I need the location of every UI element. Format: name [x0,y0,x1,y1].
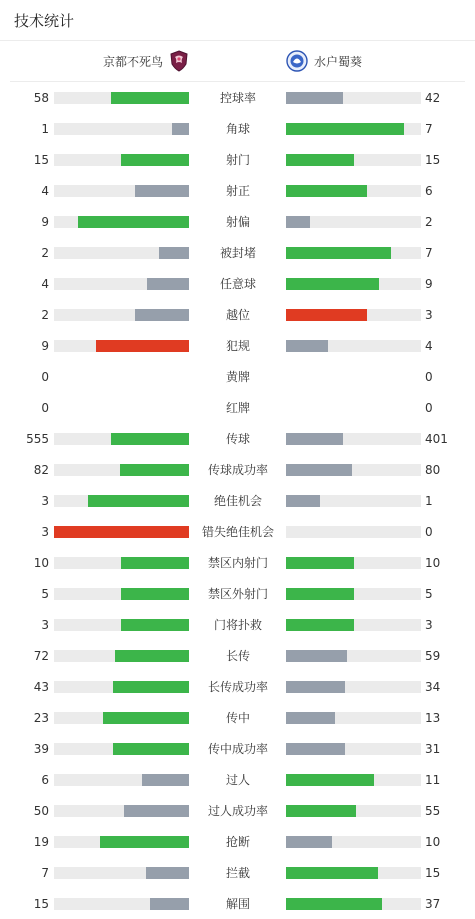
home-value: 5 [41,587,49,601]
teams-bar [10,41,465,82]
home-bar-fill [88,495,189,507]
home-bar-fill [113,681,189,693]
stat-row [0,671,475,702]
away-bar-fill [286,278,379,290]
stat-label: 控球率 [219,91,256,105]
stat-row [0,454,475,485]
away-bar-fill [286,247,391,259]
stat-row [0,764,475,795]
home-value: 2 [41,308,49,322]
away-bar-track [286,867,421,879]
home-value: 4 [41,277,49,291]
stat-label: 绝佳机会 [213,494,262,508]
away-value: 55 [425,804,441,818]
away-bar-track [286,154,421,166]
home-value: 72 [33,649,49,663]
stat-row [0,702,475,733]
home-value: 6 [41,773,49,787]
stat-label: 禁区内射门 [207,556,268,570]
away-bar-track [286,619,421,631]
stat-label: 射正 [225,184,250,198]
stats-list [0,82,475,919]
home-bar-fill [124,805,189,817]
home-value: 15 [33,897,49,911]
away-value: 13 [425,711,441,725]
away-bar-track [286,712,421,724]
away-value: 10 [425,556,441,570]
away-bar-fill [286,433,343,445]
stat-label: 任意球 [219,277,256,291]
stat-row [0,299,475,330]
away-bar-track [286,588,421,600]
stat-label: 错失绝佳机会 [201,525,274,539]
home-team[interactable] [10,50,234,72]
home-bar-fill [146,867,189,879]
away-value: 3 [425,618,433,632]
stat-label: 射门 [225,153,250,167]
home-value: 82 [33,463,49,477]
home-value: 555 [26,432,49,446]
home-value: 15 [33,153,49,167]
away-bar-fill [286,154,354,166]
away-bar-fill [286,495,320,507]
home-value: 0 [41,370,49,384]
stat-label: 被封堵 [219,246,256,260]
away-bar-fill [286,774,374,786]
away-bar-fill [286,898,382,910]
home-bar-fill [111,433,189,445]
stat-row [0,268,475,299]
away-bar-track [286,278,421,290]
stat-label: 传中成功率 [207,742,268,756]
home-value: 3 [41,525,49,539]
away-bar-track [286,836,421,848]
away-value: 59 [425,649,441,663]
home-bar-track [54,526,189,538]
away-value: 80 [425,463,441,477]
away-bar-track [286,650,421,662]
home-bar-fill [135,309,189,321]
stat-row [0,206,475,237]
home-bar-fill [54,526,189,538]
stat-row [0,361,475,392]
home-bar-fill [135,185,189,197]
stat-label: 射偏 [225,215,250,229]
away-value: 3 [425,308,433,322]
away-bar-fill [286,309,367,321]
away-team-name: 水户蜀葵 [314,54,363,69]
home-bar-fill [121,557,189,569]
home-bar-track [54,836,189,848]
stat-label: 拦截 [225,866,250,880]
away-bar-track [286,247,421,259]
away-bar-track [286,340,421,352]
stat-row [0,82,475,113]
home-value: 3 [41,618,49,632]
stat-label: 传中 [225,711,250,725]
away-value: 31 [425,742,441,756]
stat-label: 过人 [225,773,250,787]
stat-label: 黄牌 [225,370,250,384]
away-bar-track [286,681,421,693]
home-value: 9 [41,215,49,229]
away-value: 9 [425,277,433,291]
away-value: 37 [425,897,441,911]
away-value: 4 [425,339,433,353]
home-value: 58 [33,91,49,105]
home-bar-track [54,650,189,662]
home-value: 10 [33,556,49,570]
home-bar-track [54,340,189,352]
home-bar-fill [150,898,189,910]
away-bar-track [286,743,421,755]
stat-label: 长传 [225,649,250,663]
away-value: 6 [425,184,433,198]
stat-row [0,547,475,578]
stat-row [0,857,475,888]
stat-row [0,237,475,268]
home-value: 3 [41,494,49,508]
home-bar-track [54,433,189,445]
home-value: 43 [33,680,49,694]
home-bar-track [54,619,189,631]
stat-label: 抢断 [225,835,250,849]
home-bar-track [54,185,189,197]
away-value: 42 [425,91,441,105]
home-bar-track [54,867,189,879]
away-bar-fill [286,557,354,569]
home-bar-fill [78,216,189,228]
stat-label: 过人成功率 [207,804,268,818]
away-value: 7 [425,122,433,136]
stat-row [0,175,475,206]
home-value: 19 [33,835,49,849]
away-bar-track [286,309,421,321]
home-value: 50 [33,804,49,818]
away-bar-track [286,495,421,507]
away-value: 15 [425,153,441,167]
away-team-logo-icon [286,50,308,72]
away-bar-track [286,371,421,383]
stat-row [0,888,475,919]
away-bar-fill [286,650,347,662]
stat-label: 门将扑救 [213,618,262,632]
away-value: 0 [425,370,433,384]
home-value: 7 [41,866,49,880]
away-bar-fill [286,185,367,197]
home-bar-track [54,92,189,104]
home-bar-fill [111,92,189,104]
stat-label: 传球成功率 [207,463,268,477]
home-bar-fill [103,712,189,724]
stat-label: 红牌 [225,401,250,415]
away-bar-fill [286,588,354,600]
stat-label: 禁区外射门 [207,587,268,601]
home-bar-track [54,743,189,755]
home-team-name: 京都不死鸟 [102,54,163,69]
home-bar-track [54,898,189,910]
home-bar-fill [115,650,189,662]
home-bar-fill [113,743,189,755]
page-title: 技术统计 [14,11,75,30]
home-bar-track [54,495,189,507]
stat-label: 长传成功率 [207,680,268,694]
stat-row [0,640,475,671]
home-bar-fill [142,774,189,786]
stat-row [0,826,475,857]
home-bar-track [54,123,189,135]
away-bar-track [286,402,421,414]
home-value: 4 [41,184,49,198]
away-value: 10 [425,835,441,849]
stat-row [0,485,475,516]
away-bar-fill [286,123,404,135]
away-value: 34 [425,680,441,694]
home-value: 23 [33,711,49,725]
home-bar-fill [159,247,189,259]
away-bar-fill [286,805,356,817]
stat-label: 越位 [225,308,250,322]
home-value: 1 [41,122,49,136]
stat-row [0,392,475,423]
home-bar-fill [121,588,189,600]
away-bar-track [286,774,421,786]
away-bar-fill [286,836,332,848]
home-bar-track [54,154,189,166]
home-value: 39 [33,742,49,756]
away-bar-track [286,898,421,910]
away-value: 0 [425,401,433,415]
away-bar-track [286,92,421,104]
away-team[interactable] [234,50,465,72]
home-bar-track [54,464,189,476]
home-bar-track [54,371,189,383]
home-value: 0 [41,401,49,415]
away-bar-fill [286,340,328,352]
home-bar-track [54,588,189,600]
away-bar-track [286,464,421,476]
stat-row [0,795,475,826]
away-bar-track [286,526,421,538]
stat-label: 传球 [225,432,250,446]
away-value: 11 [425,773,441,787]
home-bar-track [54,216,189,228]
home-bar-fill [100,836,189,848]
home-bar-track [54,247,189,259]
stat-row [0,144,475,175]
home-bar-track [54,712,189,724]
away-bar-track [286,557,421,569]
stat-row [0,113,475,144]
stat-row [0,423,475,454]
stat-row [0,609,475,640]
home-bar-track [54,681,189,693]
stat-row [0,330,475,361]
stat-row [0,733,475,764]
away-bar-track [286,216,421,228]
home-team-logo-icon [169,50,189,72]
away-bar-fill [286,867,378,879]
home-value: 9 [41,339,49,353]
home-bar-track [54,774,189,786]
home-bar-fill [172,123,189,135]
header [0,0,475,41]
stat-label: 解围 [225,897,250,911]
away-value: 401 [425,432,448,446]
away-value: 1 [425,494,433,508]
away-bar-fill [286,464,352,476]
home-bar-track [54,402,189,414]
stat-label: 角球 [225,122,250,136]
away-bar-track [286,433,421,445]
away-value: 15 [425,866,441,880]
away-bar-track [286,123,421,135]
home-bar-fill [147,278,189,290]
home-bar-fill [96,340,189,352]
home-bar-track [54,309,189,321]
home-bar-fill [121,619,189,631]
away-value: 0 [425,525,433,539]
home-bar-track [54,278,189,290]
stat-label: 犯规 [225,339,250,353]
home-value: 2 [41,246,49,260]
stat-row [0,578,475,609]
stat-row [0,516,475,547]
home-bar-track [54,557,189,569]
home-bar-track [54,805,189,817]
away-bar-fill [286,681,345,693]
away-bar-fill [286,92,343,104]
home-bar-fill [120,464,189,476]
away-bar-fill [286,619,354,631]
home-bar-fill [121,154,189,166]
away-value: 5 [425,587,433,601]
away-value: 7 [425,246,433,260]
away-value: 2 [425,215,433,229]
away-bar-fill [286,743,345,755]
away-bar-fill [286,712,335,724]
away-bar-fill [286,216,310,228]
away-bar-track [286,805,421,817]
away-bar-track [286,185,421,197]
